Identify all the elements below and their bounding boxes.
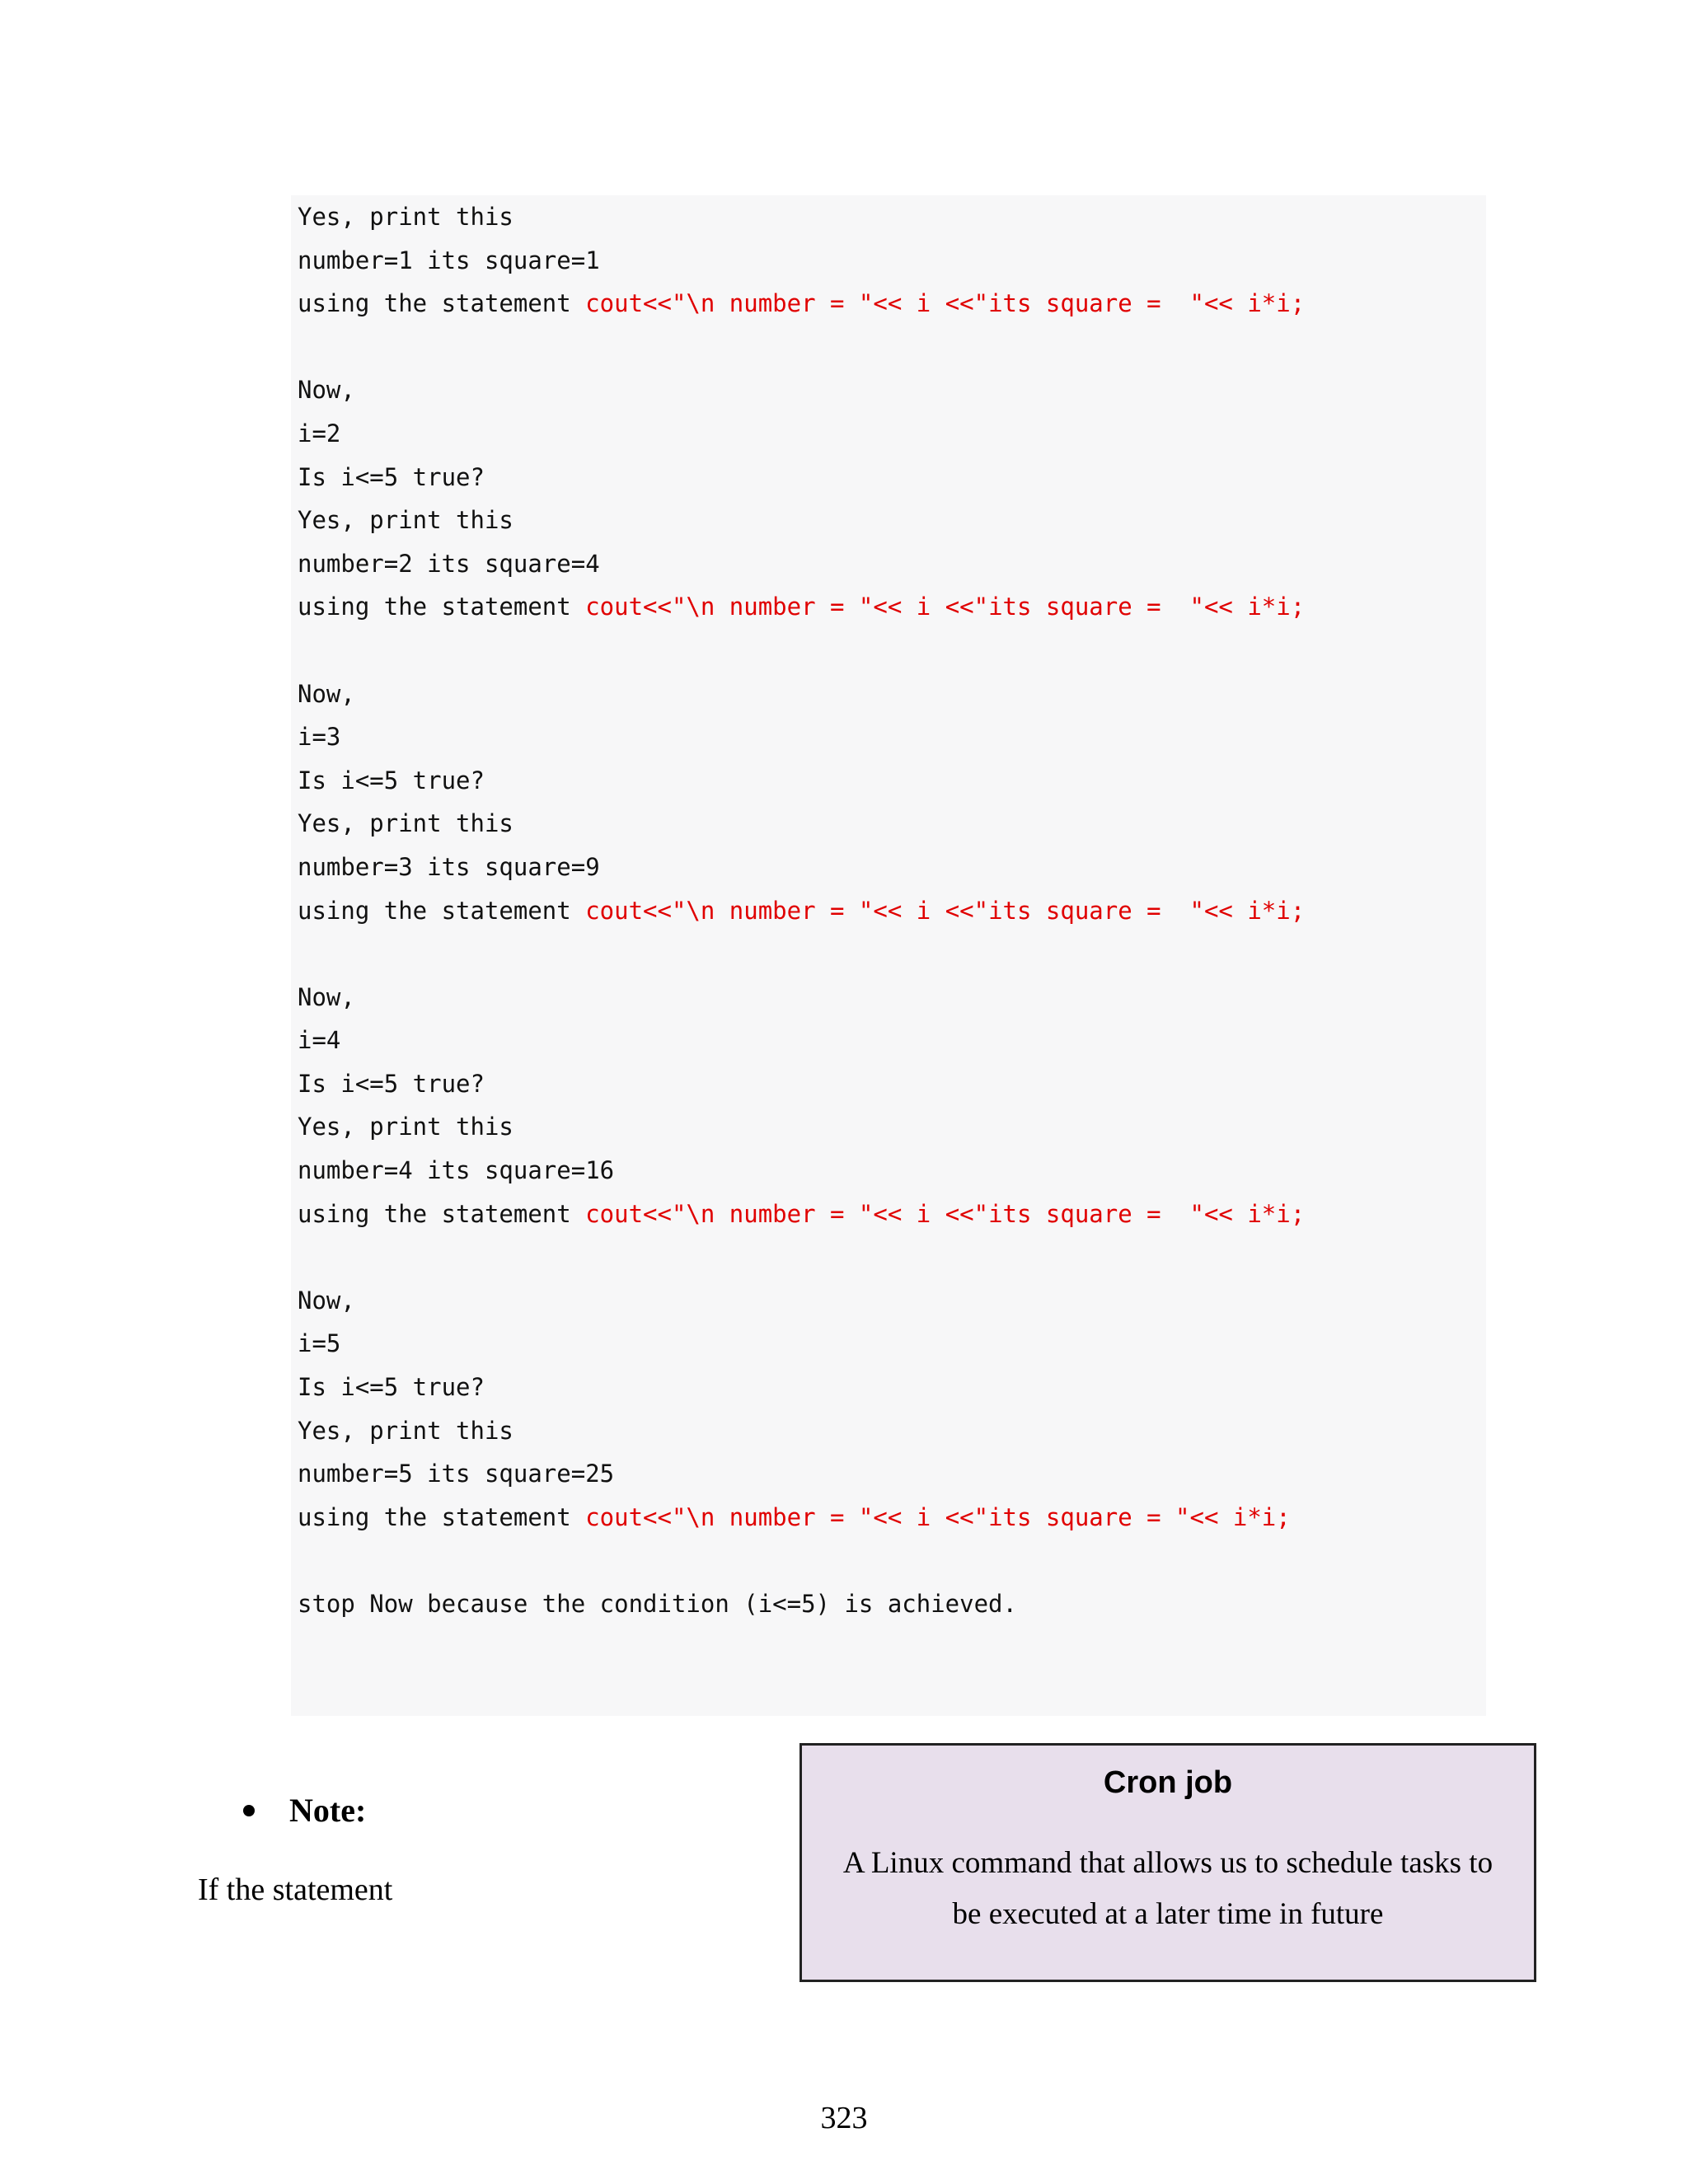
- code-line-text: using the statement: [298, 1199, 586, 1228]
- code-line: [298, 673, 1305, 716]
- code-line: [298, 1496, 1305, 1540]
- page-number: 323: [820, 2101, 868, 2135]
- note-label: Note:: [289, 1792, 367, 1829]
- code-line-text: Yes, print this: [298, 203, 513, 231]
- code-line-text: Yes, print this: [298, 809, 513, 838]
- code-line: [298, 1409, 1305, 1453]
- cron-job-description: A Linux command that allows us to schedule tasks to be executed at a later time in future: [842, 1846, 1493, 1931]
- code-snippet: cout<<"\n number = "<< i <<"its square = "<< i*i;: [585, 1502, 1291, 1531]
- code-line: [298, 1062, 1305, 1106]
- code-line: [298, 629, 1305, 673]
- code-line: [298, 368, 1305, 412]
- code-line-text: i=2: [298, 419, 341, 448]
- code-line: [298, 585, 1305, 629]
- code-line: [298, 715, 1305, 759]
- code-line: [298, 846, 1305, 889]
- code-line-text: using the statement: [298, 1502, 586, 1531]
- code-line: [298, 1019, 1305, 1062]
- code-line: [298, 195, 1305, 239]
- code-line-text: number=5 its square=25: [298, 1460, 615, 1488]
- code-line: [298, 1322, 1305, 1366]
- code-line: [298, 889, 1305, 933]
- code-line-text: Is i<=5 true?: [298, 766, 485, 794]
- code-line-text: Is i<=5 true?: [298, 1069, 485, 1098]
- code-snippet: cout<<"\n number = "<< i <<"its square = "<< i*i;: [585, 593, 1306, 621]
- code-line-text: using the statement: [298, 289, 586, 318]
- code-line: [298, 1105, 1305, 1149]
- code-line: [298, 1366, 1305, 1409]
- code-line-text: Now,: [298, 376, 355, 405]
- code-line: [298, 1193, 1305, 1236]
- code-line-text: Now,: [298, 1286, 355, 1315]
- cron-job-title: Cron job: [1103, 1765, 1233, 1800]
- code-line-text: Is i<=5 true?: [298, 1373, 485, 1402]
- code-line-text: using the statement: [298, 896, 586, 925]
- code-snippet: cout<<"\n number = "<< i <<"its square = "<< i*i;: [585, 1199, 1306, 1228]
- code-line-text: Yes, print this: [298, 506, 513, 535]
- code-snippet: cout<<"\n number = "<< i <<"its square = "<< i*i;: [585, 896, 1306, 925]
- code-line: [298, 499, 1305, 542]
- code-line-text: Yes, print this: [298, 1113, 513, 1141]
- cron-job-box: [799, 1743, 1536, 1982]
- code-line: [298, 1452, 1305, 1496]
- code-line-text: Is i<=5 true?: [298, 462, 485, 491]
- code-line: [298, 282, 1305, 326]
- code-line: [298, 1279, 1305, 1323]
- code-line-text: stop Now because the condition (i<=5) is achieved.: [298, 1590, 1017, 1618]
- bullet-dot-icon: [243, 1805, 255, 1816]
- code-line-text: number=4 its square=16: [298, 1156, 615, 1185]
- code-line-text: Now,: [298, 679, 355, 708]
- code-block: [291, 195, 1486, 1716]
- code-line: [298, 456, 1305, 499]
- code-line: [298, 976, 1305, 1019]
- code-line-text: number=1 its square=1: [298, 246, 600, 274]
- code-line-text: i=5: [298, 1329, 341, 1358]
- code-line-text: Now,: [298, 982, 355, 1011]
- code-line: [298, 1149, 1305, 1193]
- code-line-text: Yes, print this: [298, 1416, 513, 1445]
- code-line: [298, 412, 1305, 456]
- note-text: If the statement: [198, 1872, 393, 1907]
- code-line-text: using the statement: [298, 593, 586, 621]
- code-line: [298, 759, 1305, 803]
- code-line-text: number=2 its square=4: [298, 549, 600, 578]
- code-line: [298, 1235, 1305, 1279]
- code-line-text: i=4: [298, 1026, 341, 1055]
- note-bullet: [243, 1790, 366, 1831]
- code-line: [298, 239, 1305, 283]
- code-line: [298, 802, 1305, 846]
- code-lines: [298, 195, 1305, 1626]
- code-line: [298, 326, 1305, 369]
- code-line: [298, 932, 1305, 976]
- code-line-text: i=3: [298, 723, 341, 752]
- code-line: [298, 1539, 1305, 1582]
- code-line: [298, 542, 1305, 586]
- code-snippet: cout<<"\n number = "<< i <<"its square = "<< i*i;: [585, 289, 1306, 318]
- code-line: [298, 1582, 1305, 1626]
- code-line-text: number=3 its square=9: [298, 852, 600, 881]
